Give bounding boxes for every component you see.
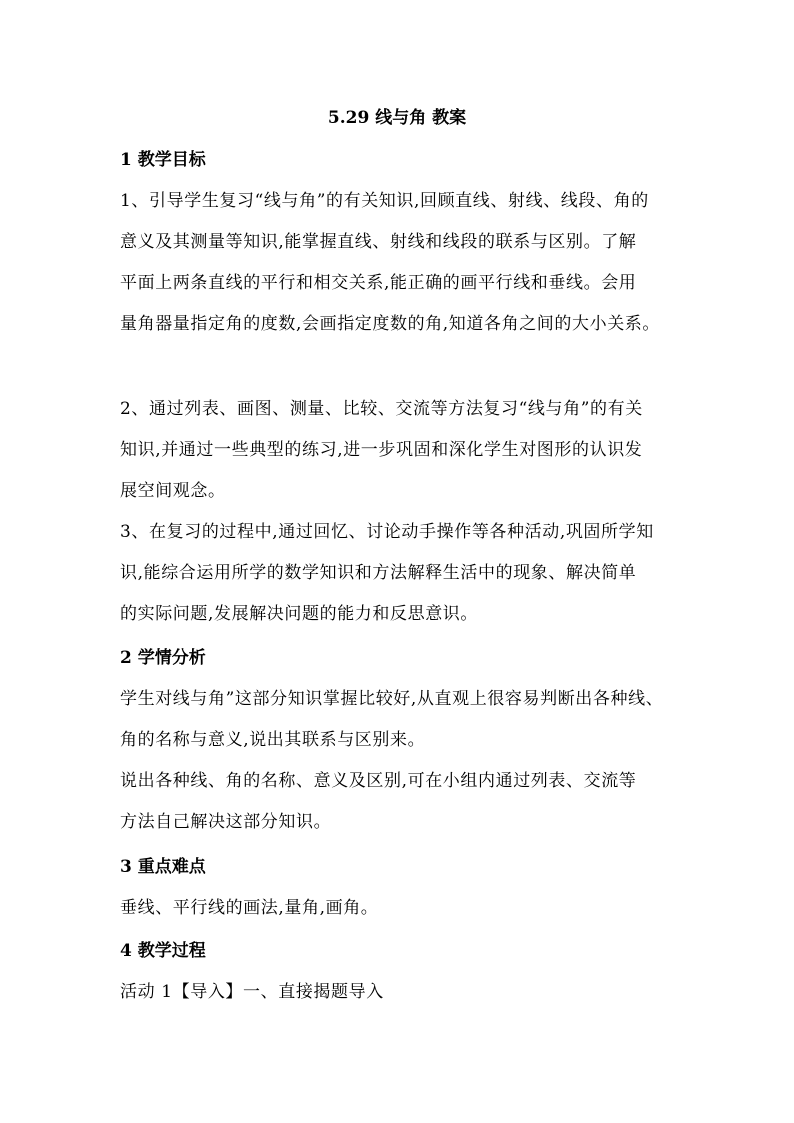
paragraph-line: 垂线、平行线的画法,量角,画角。 bbox=[120, 898, 379, 918]
paragraph-line: 平面上两条直线的平行和相交关系,能正确的画平行线和垂线。会用 bbox=[120, 273, 637, 293]
paragraph-line: 知识,并通过一些典型的练习,进一步巩固和深化学生对图形的认识发 bbox=[120, 440, 643, 460]
paragraph-line: 展空间观念。 bbox=[120, 481, 226, 501]
paragraph-line: 角的名称与意义,说出其联系与区别来。 bbox=[120, 730, 426, 750]
paragraph-line: 活动 1【导入】一、直接揭题导入 bbox=[120, 982, 384, 1002]
paragraph-line: 识,能综合运用所学的数学知识和方法解释生活中的现象、解决简单 bbox=[120, 563, 637, 583]
section-heading-key-points: 3 重点难点 bbox=[120, 857, 206, 877]
paragraph-line: 说出各种线、角的名称、意义及区别,可在小组内通过列表、交流等 bbox=[120, 771, 637, 791]
paragraph-line: 方法自己解决这部分知识。 bbox=[120, 812, 332, 832]
section-heading-objectives: 1 教学目标 bbox=[120, 150, 206, 170]
section-heading-student-analysis: 2 学情分析 bbox=[120, 648, 206, 668]
section-heading-teaching-process: 4 教学过程 bbox=[120, 941, 206, 961]
paragraph-line: 量角器量指定角的度数,会画指定度数的角,知道各角之间的大小关系。 bbox=[120, 314, 661, 334]
paragraph-line: 3、在复习的过程中,通过回忆、讨论动手操作等各种活动,巩固所学知 bbox=[120, 522, 654, 542]
paragraph-line: 1、引导学生复习“线与角”的有关知识,回顾直线、射线、线段、角的 bbox=[120, 191, 649, 211]
paragraph-line: 学生对线与角”这部分知识掌握比较好,从直观上很容易判断出各种线、 bbox=[120, 689, 664, 709]
paragraph-line: 2、通过列表、画图、测量、比较、交流等方法复习“线与角”的有关 bbox=[120, 399, 643, 419]
document-title: 5.29 线与角 教案 bbox=[327, 108, 467, 128]
paragraph-line: 意义及其测量等知识,能掌握直线、射线和线段的联系与区别。了解 bbox=[120, 232, 637, 252]
paragraph-line: 的实际问题,发展解决问题的能力和反思意识。 bbox=[120, 604, 479, 624]
